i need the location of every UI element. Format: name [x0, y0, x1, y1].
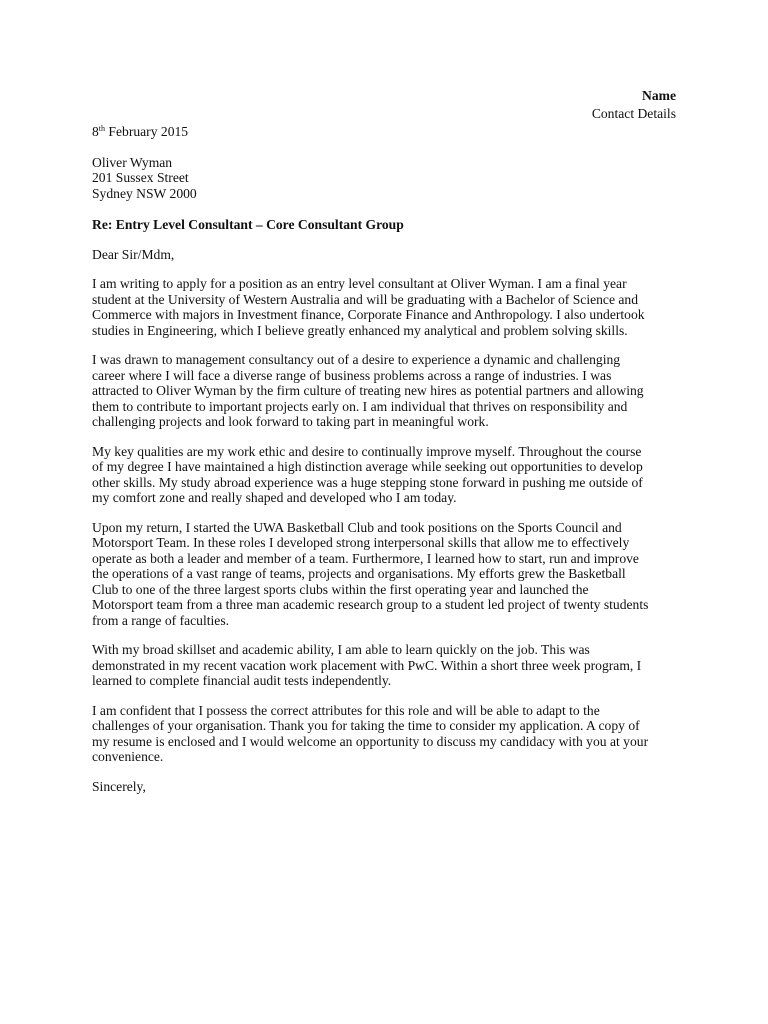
paragraph-line: operate as both a leader and member of a team. Furthermore, I learned how to start, run and improve: [92, 550, 639, 566]
date-day: 8: [92, 124, 99, 139]
body-paragraph: [92, 276, 682, 338]
letter-body: [92, 276, 682, 765]
paragraph-line: challenges of your organisation. Thank you for taking the time to consider my application. A copy of: [92, 718, 640, 733]
paragraph-line: learned to complete financial audit tests independently.: [92, 673, 392, 688]
paragraph-line: my comfort zone and really shaped and developed who I am today.: [92, 490, 457, 505]
paragraph-line: With my broad skillset and academic ability, I am able to learn quickly on the job. This was: [92, 642, 590, 657]
paragraph-line: Motorsport team from a three man academic research group to a student led project of twenty students: [92, 597, 649, 612]
paragraph-line: career where I will face a diverse range of business problems across a range of industries. I was: [92, 367, 612, 383]
sender-name: Name: [642, 88, 676, 103]
body-paragraph: [92, 352, 682, 430]
paragraph-line: of my degree I have maintained a high distinction average while seeking out opportunities to develop: [92, 459, 643, 474]
closing: Sincerely,: [92, 778, 146, 794]
body-paragraph: [92, 520, 682, 629]
recipient-line: 201 Sussex Street: [92, 170, 189, 185]
paragraph-line: Motorsport Team. In these roles I developed strong interpersonal skills that allow me to effectively: [92, 535, 630, 550]
paragraph-line: convenience.: [92, 749, 164, 764]
salutation: Dear Sir/Mdm,: [92, 246, 175, 262]
sender-block: [92, 88, 676, 121]
paragraph-line: other skills. My study abroad experience was a huge stepping stone forward in pushing me outside of: [92, 474, 643, 490]
paragraph-line: I was drawn to management consultancy out of a desire to experience a dynamic and challenging: [92, 352, 621, 367]
recipient-line: Oliver Wyman: [92, 154, 173, 170]
sender-contact: Contact Details: [591, 105, 676, 121]
paragraph-line: student at the University of Western Australia and will be graduating with a Bachelor of Science and: [92, 291, 639, 307]
paragraph-line: attracted to Oliver Wyman by the firm culture of treating new hires as potential partners and allowing: [92, 383, 644, 398]
paragraph-line: I am writing to apply for a position as an entry level consultant at Oliver Wyman. I am a final year: [92, 276, 627, 291]
paragraph-line: Club to one of the three largest sports clubs within the first operating year and launched the: [92, 581, 589, 597]
paragraph-line: Commerce with majors in Investment finance, Corporate Finance and Anthropology. I also undertook: [92, 307, 645, 322]
letter-date: [92, 124, 682, 140]
paragraph-line: from a range of faculties.: [92, 612, 230, 628]
body-paragraph: [92, 703, 682, 765]
date-suffix: th: [98, 124, 106, 133]
paragraph-line: them to contribute to important projects early on. I am individual that thrives on responsibility and: [92, 398, 628, 414]
paragraph-line: my resume is enclosed and I would welcome an opportunity to discuss my candidacy with you at your: [92, 733, 649, 749]
paragraph-line: My key qualities are my work ethic and desire to continually improve myself. Throughout the course: [92, 443, 642, 459]
paragraph-line: challenging projects and look forward to taking part in meaningful work.: [92, 414, 489, 429]
body-paragraph: [92, 444, 682, 506]
date-rest: February 2015: [105, 124, 189, 139]
cover-letter: [92, 86, 682, 794]
paragraph-line: the operations of a vast range of teams, projects and organisations. My efforts grew the Basketball: [92, 566, 626, 581]
recipient-address: [92, 155, 682, 202]
recipient-line: Sydney NSW 2000: [92, 185, 197, 201]
paragraph-line: I am confident that I possess the correct attributes for this role and will be able to adapt to the: [92, 702, 600, 718]
body-paragraph: [92, 642, 682, 689]
subject-line: Re: Entry Level Consultant – Core Consultant Group: [92, 217, 404, 232]
paragraph-line: demonstrated in my recent vacation work placement with PwC. Within a short three week program, I: [92, 657, 642, 673]
paragraph-line: studies in Engineering, which I believe greatly enhanced my analytical and problem solving skills.: [92, 322, 628, 338]
paragraph-line: Upon my return, I started the UWA Basketball Club and took positions on the Sports Council and: [92, 519, 622, 535]
